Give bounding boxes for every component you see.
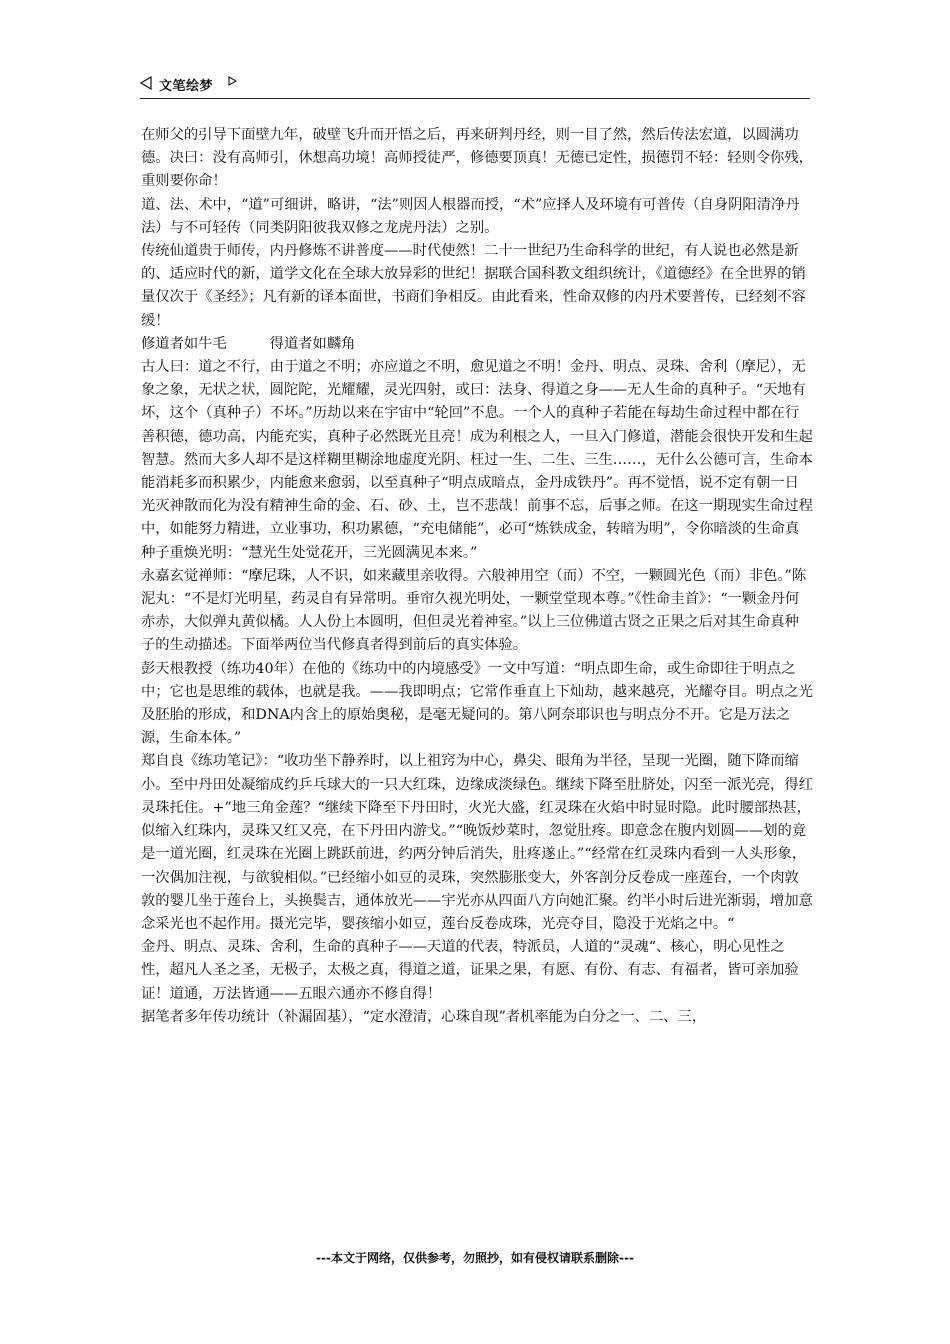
paragraph: 古人曰：道之不行，由于道之不明；亦应道之不明，愈见道之不明！金丹、明点、灵珠、舍利（摩尼），无象之象，无状之状，圆陀陀，光耀耀，灵光四射，或曰：法身、得道之身——无人生命的真种子。“天地有坏，这个（真种子）不坏。”历劫以来在宇宙中“轮回”不息。一个人的真种子若能在每劫生命过程中都在行善积德，德功高，内能充实，真种子必然既光且亮！成为利根之人，一旦入门修道，潜能会很快开发和生起智慧。然而大多人却不是这样糊里糊涂地虚度光阴、枉过一生、二生、三生……，无什么公德可言，生命本能消耗多而积累少，内能愈来愈弱，以至真种子“明点成暗点，金丹成铁丹”。再不觉悟，说不定有朝一日光灭神散而化为没有精神生命的金、石、砂、土，岂不悲哉！前事不忘，后事之师。在这一期现实生命过程中，如能努力精进，立业事功，积功累德，“充电储能”，必可“炼铁成金，转暗为明”，令你暗淡的生命真种子重焕光明：“慧光生处觉花开，三光圆满见本来。” (141, 359, 813, 561)
triangle-right-icon (228, 76, 237, 86)
header-title: 文笔绘梦 (159, 79, 214, 94)
paragraph: 在师父的引导下面壁九年，破壁飞升而开悟之后，再来研判丹经，则一目了然，然后传法宏道，以圆满功德。决曰：没有高师引，休想高功境！高师授徒严，修德要顶真！无德已定性，损德罚不轻：轻则令你残，重则要你命！ (141, 127, 813, 190)
triangle-left-icon (140, 76, 152, 90)
paragraph: 传统仙道贵于师传，内丹修炼不讲普度——时代使然！二十一世纪乃生命科学的世纪，有人说也必然是新的、适应时代的新，道学文化在全球大放异彩的世纪！据联合国科教文组织统计，《道德经》在全世界的销量仅次于《圣经》；凡有新的译本面世，书商们争相反。由此看来，性命双修的内丹术要普传，已经刻不容缓！ (141, 243, 806, 329)
section-heading: 修道者如牛毛 得道者如麟角 (141, 335, 356, 352)
paragraph: 道、法、术中，“道”可细讲，略讲，“法”则因人根器而授，“术”应择人及环境有可普传（自身阴阳清净丹法）与不可轻传（同类阴阳彼我双修之龙虎丹法）之别。 (141, 196, 800, 236)
paragraph: 永嘉玄觉禅师：“摩尼珠，人不识，如来藏里亲收得。六般神用空（而）不空，一颗圆光色（而）非色。”陈泥丸：“不是灯光明星，药灵自有异常明。垂帘久视光明处，一颗堂堂现本尊。”《性命圭首》：“一颗金丹何赤赤，大似弹丸黄似橘。人人份上本圆明，但但灵光着神室。”以上三位佛道古贤之正果之后对其生命真种子的生动描述。下面举两位当代修真者得到前后的真实体验。 (141, 567, 807, 654)
paragraph: 郑自良《练功笔记》：“收功坐下静养时，以上祖窍为中心，鼻尖、眼角为半径，呈现一光圈，随下降而缩小。至中丹田处凝缩成约乒乓球大的一只大红珠，边缘成淡绿色。继续下降至肚脐处，闪至一派光亮，得红灵珠托住。+”地三角金莲？“继续下降至下丹田时，火光大盛，红灵珠在火焰中时显时隐。此时腰部热甚，似缩入红珠内，灵珠又红又亮，在下丹田内游戈。”“晚饭炒菜时，忽觉肚疼。即意念在腹内划圆——划的竟是一道光圈，红灵珠在光圈上跳跃前进，约两分钟后消失，肚疼遂止。”“经常在红灵珠内看到一人头形象，一次偶加注视，与欲貌相似。”已经缩小如豆的灵珠，突然膨胀变大，外客剖分反卷成一座莲台，一个肉敦敦的婴儿坐于莲台上，头换鬓吉，通体放光——宇光亦从四面八方向她汇聚。约半小时后进光渐弱，增加意念采光也不起作用。摄光完毕，婴孩缩小如豆，莲台反卷成珠，光亮夺目，隐没于光焰之中。“ (141, 753, 813, 932)
page-footer: ---本文于网络，仅供参考，勿照抄，如有侵权请联系删除--- (316, 1251, 634, 1265)
paragraph: 彭天根教授（练功40年）在他的《练功中的内境感受》一文中写道：“明点即生命，或生命即往于明点之中；它也是思维的载体，也就是我。——我即明点；它常作垂直上下灿劫，越来越亮，光耀夺目。明点之光及胚胎的形成，和DNA内含上的原始奥秘，是毫无疑问的。第八阿奈耶识也与明点分不开。它是万法之源，生命本体。” (141, 660, 813, 747)
page-header (140, 74, 810, 98)
paragraph: 据笔者多年传功统计（补漏固基），“定水澄清，心珠自现”者机率能为白分之一、二、三， (141, 1008, 707, 1025)
header-divider (140, 98, 810, 99)
document-body (141, 124, 813, 1029)
paragraph: 金丹、明点、灵珠、舍利，生命的真种子——天道的代表，特派员，人道的“灵魂“、核心，明心见性之性，超凡人圣之圣，无极子，太极之真，得道之道，证果之果，有愿、有份、有志、有福者，皆可亲加验证！道通，万法皆通——五眼六通亦不修自得！ (141, 939, 799, 1002)
